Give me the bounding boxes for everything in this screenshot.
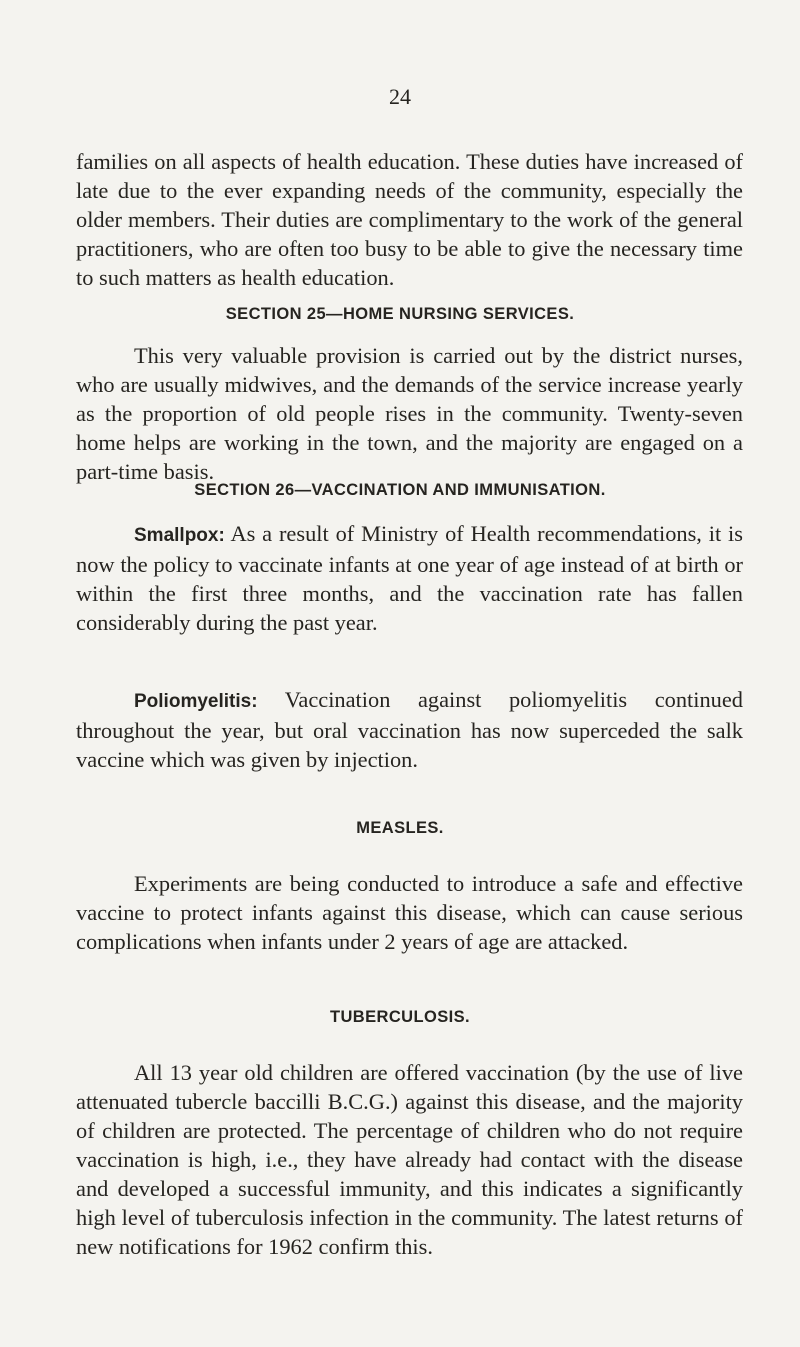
section-25-heading: SECTION 25—HOME NURSING SERVICES.	[225, 305, 575, 323]
smallpox-label: Smallpox:	[134, 525, 225, 546]
section-26-heading: SECTION 26—VACCINATION AND IMMUNISATION.	[194, 481, 606, 499]
section-25-paragraph: This very valuable provision is carried out by the district nurses, who are usually midwives, and the demands of the service increase yearly as the proportion of old people rises in the community. Twenty-seven home helps are working in the town, and the majority are engaged on a part-time basis.	[76, 343, 743, 484]
page-number: 24	[389, 84, 411, 109]
poliomyelitis-label: Poliomyelitis:	[134, 691, 258, 712]
smallpox-paragraph	[76, 519, 743, 637]
poliomyelitis-paragraph	[76, 685, 743, 774]
measles-paragraph: Experiments are being conducted to introduce a safe and effective vaccine to protect infants against this disease, which can cause serious complications when infants under 2 years of age are attacked.	[76, 871, 743, 954]
tuberculosis-paragraph: All 13 year old children are offered vaccination (by the use of live attenuated tubercle baccilli B.C.G.) against this disease, and the majority of children are protected. The percentage of children who do not require vaccination is high, i.e., they have already had contact with the disease and developed a successful immunity, and this indicates a significantly high level of tuberculosis infection in the community. The latest returns of new notifications for 1962 confirm this.	[76, 1060, 743, 1259]
intro-paragraph: families on all aspects of health education. These duties have increased of late due to the ever expanding needs of the community, especially the older members. Their duties are complimentary to the work of the general practitioners, who are often too busy to be able to give the necessary time to such matters as health education.	[76, 149, 743, 290]
measles-heading: MEASLES.	[356, 819, 444, 837]
tuberculosis-heading: TUBERCULOSIS.	[330, 1008, 470, 1026]
smallpox-text: As a result of Ministry of Health recommendations, it is now the policy to vaccinate infants at one year of age instead of at birth or within the first three months, and the vaccination rate has fallen considerably during the past year.	[76, 521, 743, 635]
poliomyelitis-text: Vaccination against poliomyelitis continued throughout the year, but oral vaccination has now superceded the salk vaccine which was given by injection.	[76, 687, 743, 772]
